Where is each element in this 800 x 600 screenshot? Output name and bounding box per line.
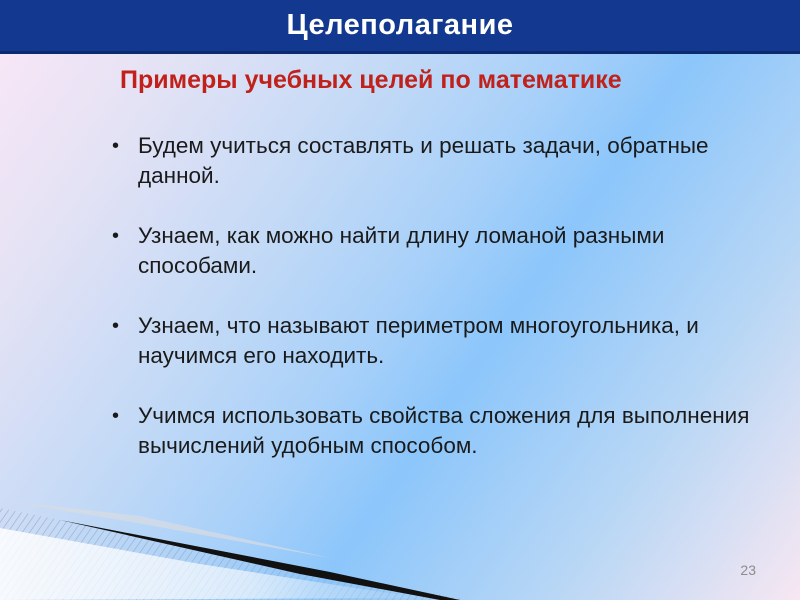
bullet-icon: • — [112, 225, 120, 247]
bullet-icon: • — [112, 135, 120, 157]
decorative-ribbon — [0, 480, 800, 600]
page-number: 23 — [740, 562, 756, 578]
list-item-text: Узнаем, что называют периметром многоугольника, и научимся его находить. — [138, 313, 699, 368]
list-item — [112, 401, 752, 461]
slide-title: Целеполагание — [286, 9, 514, 41]
list-item-text: Будем учиться составлять и решать задачи, обратные данной. — [138, 133, 709, 188]
list-item — [112, 221, 752, 281]
list-item — [112, 311, 752, 371]
bullet-icon: • — [112, 405, 120, 427]
list-item-text: Учимся использовать свойства сложения для выполнения вычислений удобным способом. — [138, 403, 750, 458]
title-bar — [0, 0, 800, 54]
bullet-icon: • — [112, 315, 120, 337]
list-item-text: Узнаем, как можно найти длину ломаной разными способами. — [138, 223, 665, 278]
list-item — [112, 131, 752, 191]
slide-subtitle: Примеры учебных целей по математике — [120, 66, 622, 94]
goals-list — [112, 131, 752, 491]
